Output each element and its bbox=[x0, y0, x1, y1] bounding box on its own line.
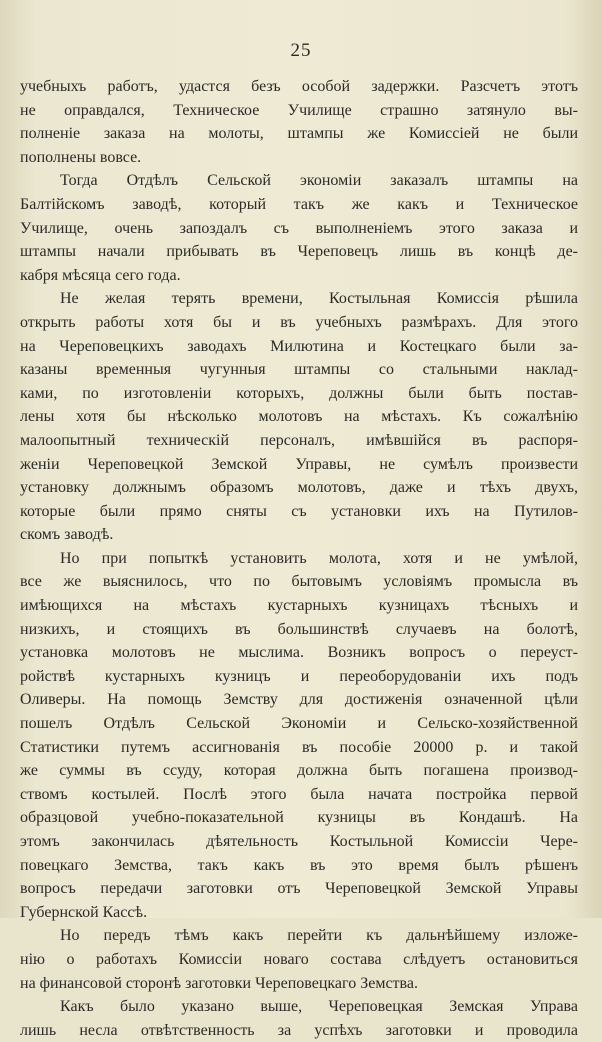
text-line: все же выяснилось, что по бытовымъ условіямъ промысла въ bbox=[20, 573, 578, 591]
text-line: на финансовой сторонѣ заготовки Череповецкаго Земства. bbox=[20, 974, 418, 992]
text-line: вопросъ передачи заготовки отъ Череповецкой Земской Управы bbox=[20, 880, 578, 898]
text-line: же суммы въ ссуду, которая должна быть погашена производ- bbox=[20, 762, 578, 780]
body-text bbox=[20, 75, 578, 1042]
text-line: ками, по изготовленіи которыхъ, должны были быть постав- bbox=[20, 384, 578, 402]
text-line: пошелъ Отдѣлъ Сельской Экономіи и Сельско-хозяйственной bbox=[20, 715, 578, 733]
text-line: этомъ закончилась дѣятельность Костыльной Комиссіи Чере- bbox=[20, 833, 578, 850]
text-line: имѣющихся на мѣстахъ кустарныхъ кузницахъ тѣсныхъ и bbox=[20, 597, 578, 615]
text-line: Но передъ тѣмъ какъ перейти къ дальнѣйшему изложе- bbox=[60, 927, 578, 945]
text-line: не оправдался, Техническое Училище страшно затянуло вы- bbox=[20, 101, 578, 119]
text-line: штампы начали прибывать въ Череповецъ лишь въ концѣ де- bbox=[20, 243, 578, 261]
text-line: ройствѣ кустарныхъ кузницъ и переоборудованіи ихъ подъ bbox=[20, 667, 578, 685]
text-line: учебныхъ работъ, удастся безъ особой задержки. Разсчетъ этотъ bbox=[20, 78, 578, 95]
text-line: женіи Череповецкой Земской Управы, не сумѣлъ произвести bbox=[20, 455, 578, 473]
text-line: повецкаго Земства, такъ какъ въ это время былъ рѣшенъ bbox=[20, 856, 578, 874]
text-line: установку должнымъ образомъ молотовъ, даже и тѣхъ двухъ, bbox=[20, 479, 578, 497]
text-line: лены хотя бы нѣсколько молотовъ на мѣстахъ. Къ сожалѣнію bbox=[20, 408, 578, 426]
text-line: Но при попыткѣ установить молота, хотя и не умѣлой, bbox=[60, 549, 578, 567]
text-line: пополнены вовсе. bbox=[20, 148, 142, 166]
text-line: Какъ было указано выше, Череповецкая Земская Управа bbox=[60, 998, 578, 1016]
text-line: Оливеры. На помощь Земству для достиженія означенной цѣли bbox=[20, 691, 578, 709]
text-line: на Череповецкихъ заводахъ Милютина и Костецкаго были за- bbox=[20, 337, 578, 355]
text-line: установка молотовъ не мыслима. Возникъ вопросъ о переуст- bbox=[20, 644, 578, 662]
text-line: Балтійскомъ заводѣ, который такъ же какъ и Техническое bbox=[20, 195, 578, 213]
text-line: Губернской Кассѣ. bbox=[20, 903, 148, 921]
page-number: 25 bbox=[290, 40, 312, 61]
text-line: скомъ заводѣ. bbox=[20, 526, 114, 544]
text-line: которые были прямо сняты съ установки ихъ на Путилов- bbox=[20, 502, 578, 520]
text-line: казаны временныя чугунныя штампы со стальными наклад- bbox=[20, 361, 578, 379]
text-line: нію о работахъ Комиссіи новаго состава слѣдуетъ остановиться bbox=[20, 950, 578, 968]
text-line: Училище, очень запоздалъ съ выполненіемъ этого заказа и bbox=[20, 219, 578, 237]
text-line: открыть работы хотя бы и въ учебныхъ размѣрахъ. Для этого bbox=[20, 313, 578, 331]
text-line: кабря мѣсяца сего года. bbox=[20, 266, 181, 284]
text-line: образцовой учебно-показательной кузницы въ Кондашѣ. На bbox=[20, 809, 578, 827]
text-line: Тогда Отдѣлъ Сельской экономіи заказалъ штампы на bbox=[60, 172, 578, 190]
text-line: ствомъ костылей. Послѣ этого была начата постройка первой bbox=[20, 785, 578, 803]
text-line: Статистики путемъ ассигнованія въ пособіе 20000 р. и такой bbox=[20, 738, 578, 756]
text-line: Не желая терять времени, Костыльная Комиссія рѣшила bbox=[60, 290, 578, 308]
text-line: полненіе заказа на молоты, штампы же Комиссіей не были bbox=[20, 125, 578, 143]
text-line: лишь несла отвѣтственность за успѣхъ заготовки и проводила bbox=[20, 1021, 578, 1039]
text-line: низкихъ, и стоящихъ въ большинствѣ случаевъ на болотѣ, bbox=[20, 620, 578, 638]
text-line: малоопытный техническій персоналъ, имѣвшійся въ распоря- bbox=[20, 431, 578, 449]
